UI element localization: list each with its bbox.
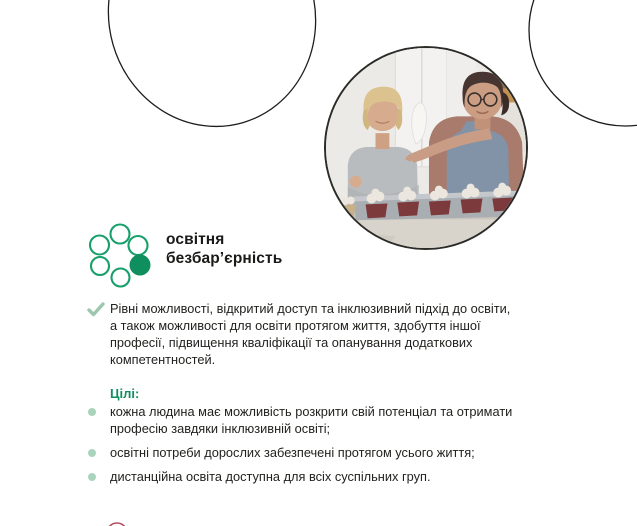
bullet-dot-icon — [88, 473, 96, 481]
list-item — [88, 468, 524, 485]
goal-text: кожна людина має можливість розкрити свій потенціал та отримати професію завдяки інклюзивній освіті; — [110, 404, 513, 436]
bullet-dot-icon — [88, 449, 96, 457]
goals-list — [88, 403, 524, 492]
list-item — [88, 444, 524, 461]
barrier-free-logo-icon — [87, 221, 153, 289]
goal-text: освітні потреби дорослих забезпечені протягом усього життя; — [110, 445, 475, 460]
kitchen-baking-photo-illustration — [326, 48, 526, 248]
check-icon — [87, 302, 105, 317]
goal-text: дистанційна освіта доступна для всіх суспільних груп. — [110, 469, 431, 484]
kitchen-baking-photo — [324, 46, 528, 250]
bullet-dot-icon — [88, 408, 96, 416]
section-title-line1: освітня — [166, 231, 225, 248]
list-item — [88, 403, 524, 437]
section-title — [166, 230, 282, 268]
intro-paragraph: Рівні можливості, відкритий доступ та інклюзивний підхід до освіти, а також можливості для освіти протягом життя, здобуття іншої професії, підвищення кваліфікації та опанування додаткових компетентностей. — [110, 301, 511, 367]
decor-circle-top-right — [529, 0, 637, 126]
section-title-line2: безбар’єрність — [166, 250, 283, 267]
goals-heading: Цілі: — [110, 386, 140, 401]
decor-circle-top-left — [82, 0, 341, 151]
